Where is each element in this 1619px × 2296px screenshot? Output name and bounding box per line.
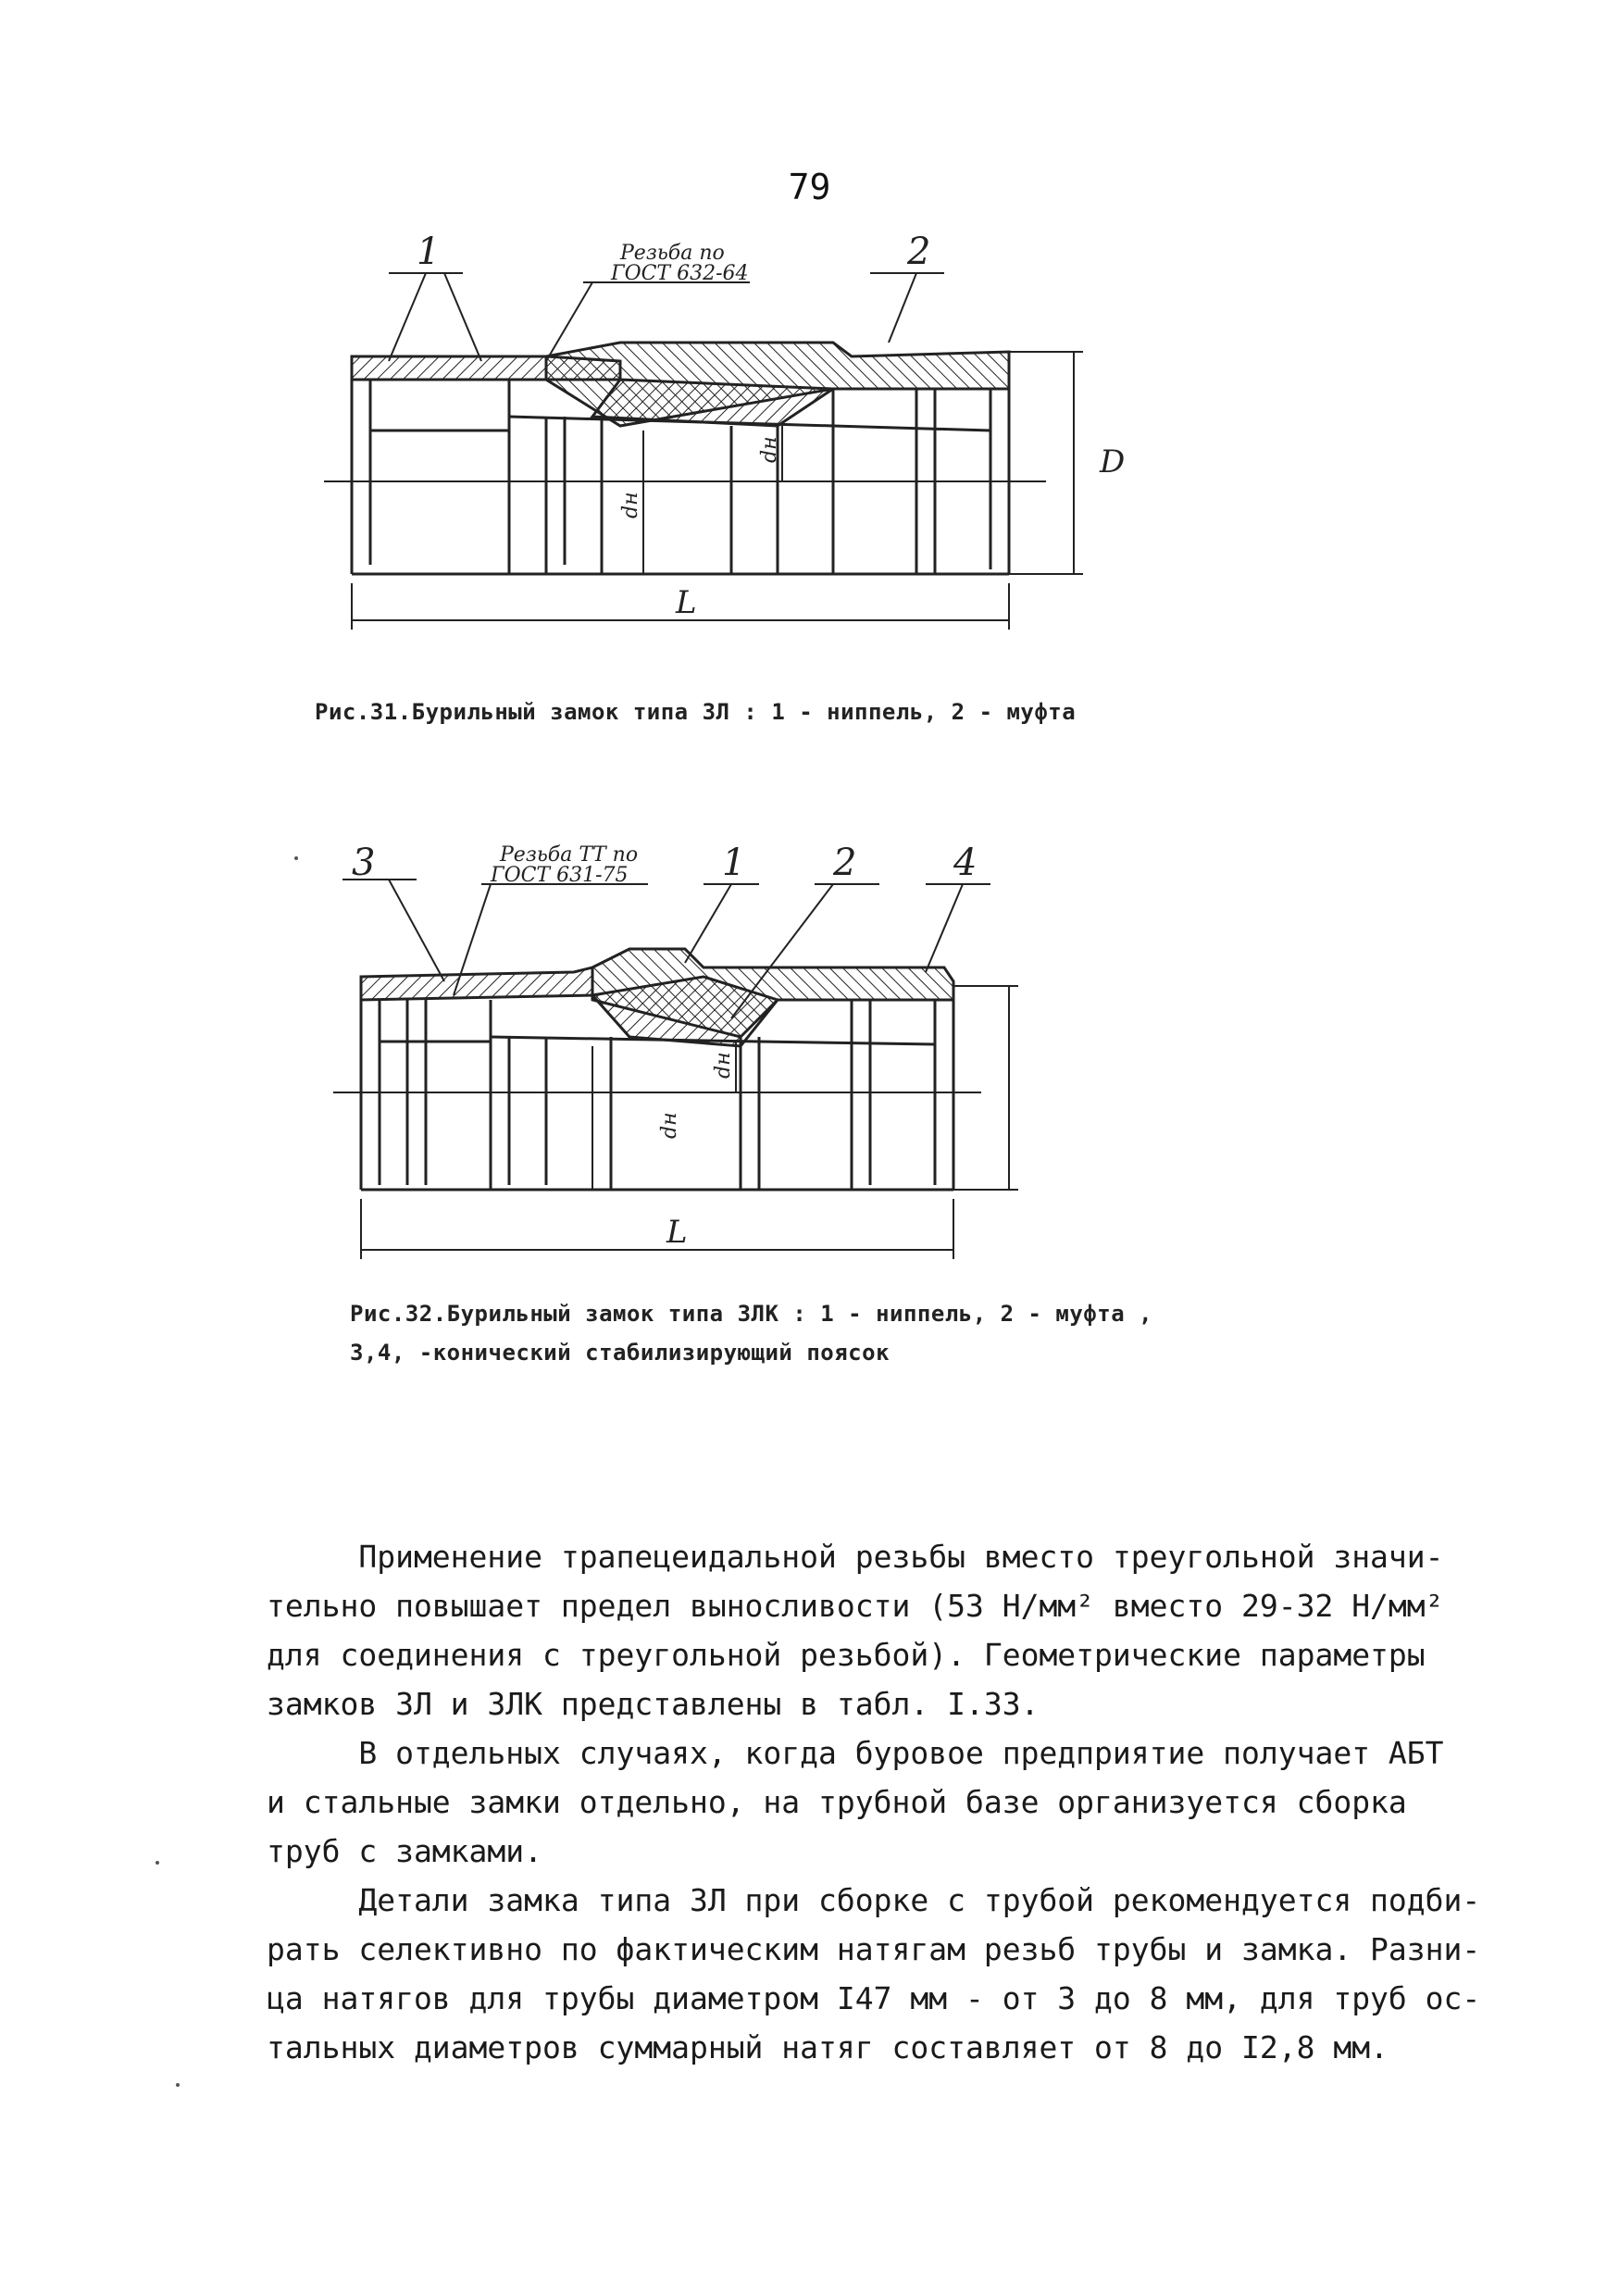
scan-speck [176,2083,180,2087]
figure-32-drawing [333,880,1018,1259]
text-line: для соединения с треугольной резьбой). Геометрические параметры [267,1637,1426,1673]
text-line: замков ЗЛ и ЗЛК представлены в табл. I.33. [267,1686,1040,1722]
figure-31-dim-outer: D [1100,443,1126,480]
figure-32-dim-inner-right: dн [712,1052,735,1079]
figure-32-drilling-lock-zlk [315,833,1148,1278]
figure-32-callout-2: 2 [833,842,857,884]
text-line: Детали замка типа ЗЛ при сборке с трубой рекомендуется подби- [267,1882,1481,1918]
figure-31-dim-inner-left: dн [619,492,642,518]
figure-31-drilling-lock-zl [315,231,1148,667]
figure-32-caption-line-1: Рис.32.Бурильный замок типа ЗЛК : 1 - ниппель, 2 - муфта , [350,1301,1153,1327]
figure-32-callout-3: 3 [352,842,376,884]
figure-32-dim-length: L [666,1214,688,1251]
figure-32-dim-inner-left: dн [658,1112,681,1139]
figure-32-thread-note-1: Резьба ТТ по [500,843,639,867]
text-line: тальных диаметров суммарный натяг составляет от 8 до I2,8 мм. [267,2029,1389,2065]
figure-32-thread-note-2: ГОСТ 631-75 [491,864,629,887]
scan-speck [156,1861,159,1865]
text-line: ца натягов для трубы диаметром I47 мм - от 3 до 8 мм, для труб ос- [267,1980,1481,2016]
text-line: Применение трапецеидальной резьбы вместо треугольной значи- [267,1539,1444,1575]
figure-31-thread-note-2: ГОСТ 632-64 [611,262,749,285]
figure-31-caption: Рис.31.Бурильный замок типа ЗЛ : 1 - ниппель, 2 - муфта [315,699,1077,725]
figure-32-callout-4: 4 [953,842,978,884]
figure-31-thread-note-1: Резьба по [620,242,725,265]
figure-31-callout-1: 1 [417,231,441,273]
page-number: 79 [788,167,831,207]
figure-31-drawing [324,273,1083,630]
body-text [267,1532,1481,2072]
scan-speck [294,856,298,860]
text-line: В отдельных случаях, когда буровое предприятие получает АБТ [267,1735,1444,1771]
figure-32-caption-line-2: 3,4, -конический стабилизирующий поясок [350,1340,890,1366]
text-line: и стальные замки отдельно, на трубной базе организуется сборка [267,1784,1407,1820]
text-line: тельно повышает предел выносливости (53 Н/мм² вместо 29-32 Н/мм² [267,1588,1444,1624]
text-line: труб с замками. [267,1833,543,1869]
figure-31-callout-2: 2 [907,231,931,273]
figure-31-dim-length: L [676,584,697,621]
figure-32-callout-1: 1 [722,842,746,884]
text-line: рать селективно по фактическим натягам резьб трубы и замка. Разни- [267,1931,1481,1967]
figure-31-dim-inner-right: dн [758,436,781,463]
